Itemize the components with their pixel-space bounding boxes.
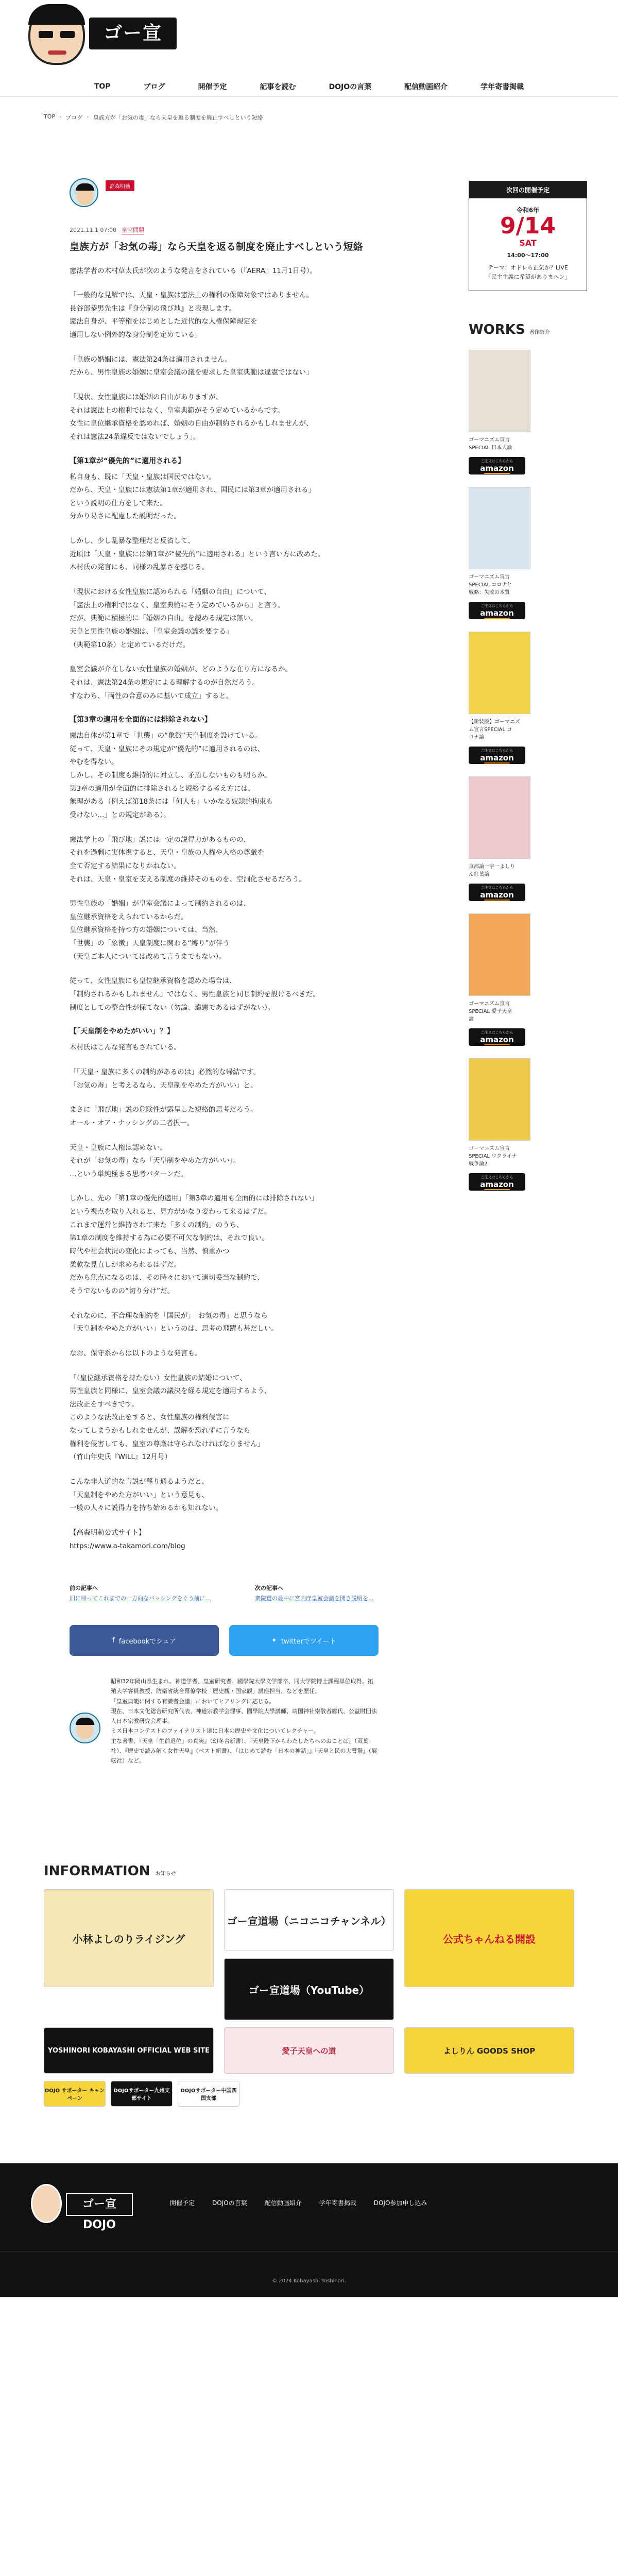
book-caption: ゴーマニズム宣言 SPECIAL 愛子天皇 論: [469, 1001, 512, 1023]
mini-banner-campaign[interactable]: DOJO サポーター キャンペーン: [44, 2081, 106, 2107]
related-posts: [70, 1584, 430, 1602]
banner-official-channel[interactable]: 公式ちゃんねる開設: [404, 1889, 574, 1987]
mini-banner-chugoku[interactable]: DOJOサポーター中国四国支部: [178, 2081, 239, 2107]
amazon-logo: amazon: [480, 753, 514, 763]
article-title: 皇族方が「お気の毒」なら天皇を返る制度を廃止すべしという短絡: [70, 241, 363, 252]
book-cover[interactable]: [469, 776, 530, 859]
paragraph: 「一般的な見解では、天皇・皇族は憲法上の権利の保障対象ではありません。 長谷部恭男先生は『身分制の飛び地』と表現します。 憲法自身が、平等権をはじめとした近代的な人権保障規定を 適用しない例外的な身分制を定めている」: [70, 291, 314, 340]
footer-nav: [170, 2198, 427, 2207]
amazon-logo: amazon: [480, 464, 514, 473]
paragraph: 木村氏はこんな発言もされている。: [70, 1043, 181, 1052]
breadcrumb: [44, 113, 618, 122]
global-nav: [0, 76, 618, 97]
amazon-logo: amazon: [480, 1180, 514, 1190]
profile-text: 昭和32年岡山県生まれ。神道学者、皇室研究者。國學院大學文学部卒、同大学院博士課程単位取得。拓殖大学客員教授、防衛省統合幕僚学校「歴史観・国家観」講座担当、などを歴任。 「皇室典範に関する有識者会議」においてヒアリングに応じる。 現在、日本文化総合研究所代表、神道宗教学会理事、國學院大學講師、靖国神社崇敬者総代、公益財団法人日本宗教研究会理事。 ミス日本コンテストのファイナリスト達に日本の歴史や文化についてレクチャー。 主な著書、『天皇「生前退位」の真実』（幻冬舎新書）、『天皇陛下からわたしたちへのおことば』（双葉社）、『歴史で読み解く女性天皇』（ベスト新書）、『はじめて読む「日本の神話」』『天皇と民の大嘗祭』（展転社）など。: [111, 1678, 377, 1765]
amazon-smile-icon: [484, 762, 510, 764]
schedule-year: 令和6年: [516, 207, 540, 214]
footer-nav-apply[interactable]: DOJO参加申し込み: [373, 2199, 427, 2207]
footer-nav-words[interactable]: DOJOの言葉: [212, 2199, 247, 2207]
book-item: [469, 1058, 587, 1191]
footer-nav-videos[interactable]: 配信動画紹介: [264, 2199, 302, 2207]
banner-aiko[interactable]: 愛子天皇への道: [224, 2027, 394, 2074]
book-cover[interactable]: [469, 350, 530, 432]
nav-schedule[interactable]: 開催予定: [198, 82, 227, 91]
section-heading: 【「天皇制をやめたがいい」？】: [70, 1027, 174, 1036]
book-item: [469, 487, 587, 619]
author-badge[interactable]: 高森明勅: [106, 180, 134, 191]
nav-videos[interactable]: 配信動画紹介: [404, 82, 448, 91]
paragraph: なお、保守系からは以下のような発言も。: [70, 1349, 202, 1358]
breadcrumb-current: 皇族方が「お気の毒」なら天皇を返る制度を廃止すべしという短絡: [93, 114, 263, 121]
amazon-order-label: ご注文はこちらから: [480, 459, 513, 464]
next-post-link[interactable]: 衆院選の最中に宮内庁皇室会議を開き説明を...: [255, 1595, 374, 1602]
book-caption: ゴーマニズム宣言 SPECIAL コロナと 戦略：失敗の本質: [469, 574, 512, 596]
nav-top[interactable]: TOP: [94, 82, 111, 91]
prev-post-label: 前の記事へ: [70, 1585, 98, 1592]
amazon-logo: amazon: [480, 890, 514, 900]
amazon-button[interactable]: [469, 602, 525, 619]
breadcrumb-top[interactable]: TOP: [44, 113, 56, 120]
logo-face-icon: [28, 4, 85, 65]
section-heading: 【第1章が“優先的”に適用される】: [70, 456, 185, 465]
profile-avatar: [70, 1713, 100, 1743]
nav-blog[interactable]: ブログ: [143, 82, 165, 91]
amazon-order-label: ご注文はこちらから: [480, 1175, 513, 1180]
paragraph: 憲法学上の「飛び地」説には一定の説得力があるものの、 それを過剰に実体視すると、天皇・皇族の人権や人格の尊厳を 全て否定する結果になりかねない。 それは、天皇・皇室を支える制度の維持そのものを、空洞化させるだろう。: [70, 835, 306, 884]
amazon-smile-icon: [484, 473, 510, 474]
amazon-button[interactable]: [469, 1173, 525, 1191]
amazon-order-label: ご注文はこちらから: [480, 886, 513, 890]
book-item: [469, 913, 587, 1046]
footer-nav-yosegaki[interactable]: 学年寄書掲載: [319, 2199, 356, 2207]
amazon-smile-icon: [484, 900, 510, 901]
schedule-dow: SAT: [519, 238, 537, 248]
schedule-desc: テーマ：オドレら正気か？LIVE 「民主主義に希望がありまヘン」: [485, 264, 571, 280]
schedule-box[interactable]: [469, 181, 587, 291]
paragraph: 「皇族の婚姻には、憲法第24条は適用されません。 だから、男性皇族の婚姻に皇室会議の議を要求した皇室典範は違憲ではない」: [70, 355, 313, 377]
article-body: [70, 265, 445, 1553]
schedule-heading: 次回の開催予定: [469, 181, 587, 198]
paragraph: 「「天皇・皇族に多くの制約があるのは」必然的な帰結です。 「お気の毒」と考えるなら、天皇制をやめた方がいい」と。: [70, 1067, 261, 1090]
article-meta: [70, 226, 445, 234]
information-section: [44, 1863, 618, 2107]
works-heading: [469, 322, 587, 337]
banner-goods-shop[interactable]: よしりん GOODS SHOP: [404, 2027, 574, 2074]
nav-yosegaki[interactable]: 学年寄書掲載: [480, 82, 524, 91]
book-item: [469, 776, 587, 901]
amazon-smile-icon: [484, 618, 510, 619]
site-logo[interactable]: [28, 4, 178, 76]
book-caption: ゴーマニズム宣言 SPECIAL ウクライナ 戦争論2: [469, 1146, 517, 1167]
amazon-order-label: ご注文はこちらから: [480, 749, 513, 753]
book-item: [469, 350, 587, 474]
amazon-logo: amazon: [480, 1035, 514, 1045]
amazon-smile-icon: [484, 1044, 510, 1045]
site-footer: [0, 2163, 618, 2297]
book-cover[interactable]: [469, 1058, 530, 1141]
facebook-share-label: facebookでシェア: [118, 1637, 176, 1646]
copyright: © 2024 Kobayashi Yoshinori.: [272, 2278, 346, 2284]
banner-grid: [44, 1889, 618, 2074]
amazon-button[interactable]: [469, 457, 525, 474]
amazon-button[interactable]: [469, 747, 525, 764]
works-subtitle: 著作紹介: [529, 330, 550, 336]
book-item: [469, 632, 587, 764]
book-caption: 【新装版】ゴーマニズ ム宣言SPECIAL コ ロナ論: [469, 719, 520, 741]
author-profile: [70, 1676, 445, 1766]
twitter-share-label: twitterでツイート: [281, 1637, 337, 1646]
banner-rising[interactable]: 小林よしのりライジング: [44, 1889, 214, 1987]
paragraph: それなのに、不合理な制約を「国民が」「お気の毒」と思うなら 「天皇制をやめた方がいい」というのは、思考の飛躍も甚だしい。: [70, 1311, 278, 1333]
information-title: INFORMATION: [44, 1863, 150, 1879]
paragraph: 従って、女性皇族にも皇位継承資格を認めた場合は、 「制約されるかもしれません」ではなく、男性皇族と同じ制約を設けるべきだ。 制度としての整合性が保てない（勿論、違憲であるはずがない）。: [70, 977, 320, 1012]
book-cover[interactable]: [469, 487, 530, 569]
sidebar: [469, 122, 587, 1766]
amazon-order-label: ご注文はこちらから: [480, 1030, 513, 1035]
banner-youtube[interactable]: ゴー宣道場（YouTube）: [224, 1958, 394, 2020]
banner-official-site[interactable]: YOSHINORI KOBAYASHI OFFICIAL WEB SITE: [44, 2027, 214, 2074]
article-category[interactable]: 皇室問題: [122, 227, 145, 233]
book-cover[interactable]: [469, 913, 530, 996]
amazon-smile-icon: [484, 1189, 510, 1190]
amazon-order-label: ご注文はこちらから: [480, 604, 513, 608]
prev-post-link[interactable]: 旧に帰ってこれまでの一方向なバッシングをぐう前に...: [70, 1595, 211, 1602]
breadcrumb-separator: ›: [87, 113, 89, 120]
banner-niconico[interactable]: ゴー宣道場（ニコニコチャンネル）: [224, 1889, 394, 1951]
article-date: 2021.11.1 07:00: [70, 227, 117, 233]
article-main: [70, 122, 445, 1766]
twitter-share-button[interactable]: [229, 1625, 379, 1656]
schedule-time: 14:00〜17:00: [507, 252, 549, 259]
author-avatar[interactable]: [70, 178, 98, 207]
amazon-button[interactable]: [469, 884, 525, 901]
next-post-label: 次の記事へ: [255, 1585, 283, 1592]
paragraph: 憲法自体が第1章で「世襲」の“象徴”天皇制度を設けている。 従って、天皇・皇族にその規定が“優先的”に適用されるのは、 やむを得ない。 しかし、その制度も維持的に対立し、矛盾しないものも明らか。 第3章の適用が全面的に排除されると短絡する考え方には、 無理がある（例えば第18条には「何人も」いかなる奴隷的拘束も 受けない…」との規定がある）。: [70, 732, 273, 819]
paragraph: しかし、先の「第1章の優先的適用」「第3章の適用も全面的には排除されない」 という視点を取り入れると、見方がかなり変わって来るはずだ。 これまで運営と維持されて来た「多くの制約」のうち、 第1章の制度を維持する為に必要不可欠な制約は、それで良い。 時代や社会状況の変化によっても、当然、慎重かつ 柔軟な見直しが求められるはずだ。 だから焦点になるのは、その時々において適切妥当な制約で、 そうでないものの“切り分け”だ。: [70, 1194, 318, 1295]
paragraph: 皇室会議が介在しない女性皇族の婚姻が、どのような在り方になるか。 それは、憲法第24条の規定による理解するのが自然だろう。 すなわち、「両性の合意のみに基いて成立」すると。: [70, 665, 292, 700]
breadcrumb-separator: ›: [59, 113, 62, 120]
paragraph: しかし、少し乱暴な整理だと反省して、 近頃は「天皇・皇族には第1章が“優先的”に適用される」という言い方に改めた。 木村氏の発言にも、同様の乱暴さを感じる。: [70, 537, 325, 572]
nav-articles[interactable]: 記事を読む: [260, 82, 296, 91]
paragraph: 憲法学者の木村草太氏が次のような発言をされている（『AERA』11月1日号）。: [70, 266, 317, 275]
book-caption: 京都論一宇一よしり ん紅葉論: [469, 864, 515, 878]
paragraph: 私自身も、既に「天皇・皇族は国民ではない。 だから、天皇・皇族には憲法第1章が適用され、国民には第3章が適用される」 という説明の仕方をして来た。 分かり易さに配慮した説明だった。: [70, 472, 315, 521]
amazon-button[interactable]: [469, 1028, 525, 1046]
amazon-logo: amazon: [480, 608, 514, 618]
breadcrumb-blog[interactable]: ブログ: [65, 114, 83, 121]
book-cover[interactable]: [469, 632, 530, 714]
paragraph: 天皇・皇族に人権は認めない。 それが「お気の毒」なら「天皇制をやめた方がいい」。 …という単純極まる思考パターンだ。: [70, 1143, 240, 1178]
section-heading: 【第3章の適用を全面的には排除されない】: [70, 716, 212, 724]
paragraph: 男性皇族の「婚姻」が皇室会議によって制約されるのは、 皇位継承資格をえられているからだ。 皇位継承資格を持つ方の婚姻については、当然、 「世襲」の「象徴」天皇制度に関わる“縛り”が伴う （天皇ご本人については改めて言うまでもない）。: [70, 900, 250, 961]
information-subtitle: お知らせ: [155, 1871, 176, 1877]
paragraph: 「現状における女性皇族に認められる「婚姻の自由」について、 「憲法上の権利ではなく、皇室典範にそう定めているから」と言う。 だが、典範に積極的に「婚姻の自由」を認める規定は無い。 天皇と男性皇族の婚姻は、「皇室会議の議を要する」 （典範第10条）と定めているだけだ。: [70, 588, 285, 649]
footer-logo[interactable]: [31, 2184, 134, 2232]
nav-words[interactable]: DOJOの言葉: [329, 82, 372, 91]
facebook-icon: f: [112, 1636, 115, 1645]
paragraph: まさに「飛び地」説の危険性が露呈した短絡的思考だろう。 オール・オア・ナッシングの二者択一。: [70, 1106, 258, 1127]
footer-logo-wordmark: ゴー宣DOJO: [66, 2193, 133, 2216]
mini-banner-kyushu[interactable]: DOJOサポーター九州支部サイト: [111, 2081, 173, 2107]
works-title: WORKS: [469, 322, 525, 338]
paragraph: こんな非人道的な言説が罷り通るようだと、 「天皇制をやめた方がいい」という意見も、 一般の人々に説得力を持ち始めるかも知れない。: [70, 1477, 222, 1513]
share-buttons: [70, 1625, 445, 1656]
footer-nav-schedule[interactable]: 開催予定: [170, 2199, 195, 2207]
footer-logo-face-icon: [31, 2184, 62, 2223]
paragraph: 【高森明勅公式サイト】 https://www.a-takamori.com/blog: [70, 1528, 185, 1550]
paragraph: 「（皇位継承資格を持たない）女性皇族の結婚について、 男性皇族と同様に、皇室会議の議決を経る規定を適用するよう、 法改正をすべきです。 このような法改正をすると、女性皇族の権利侵害に なってしまうかもしれませんが、誤解を恐れずに言うなら 権利を侵害しても、皇室の尊厳は守られなければなりません」 （竹山年史氏『WILL』12月号）: [70, 1374, 271, 1462]
schedule-date: 9/14: [500, 213, 556, 239]
logo-wordmark: ゴー宣DOJO: [89, 18, 177, 49]
facebook-share-button[interactable]: [70, 1625, 219, 1656]
site-header: [0, 0, 618, 98]
paragraph: 「現状、女性皇族には婚姻の自由がありますが、 それは憲法上の権利ではなく、皇室典範がそう定めているからです。 女性に皇位継承資格を認めれば、婚姻の自由が制約されるかもしれませんが、 それは憲法24条違反ではないでしょう」。: [70, 393, 313, 441]
twitter-icon: ✦: [271, 1636, 277, 1645]
book-caption: ゴーマニズム宣言 SPECIAL 日本人論: [469, 437, 512, 451]
author-row: [70, 178, 445, 207]
mini-banner-row: [44, 2081, 618, 2107]
